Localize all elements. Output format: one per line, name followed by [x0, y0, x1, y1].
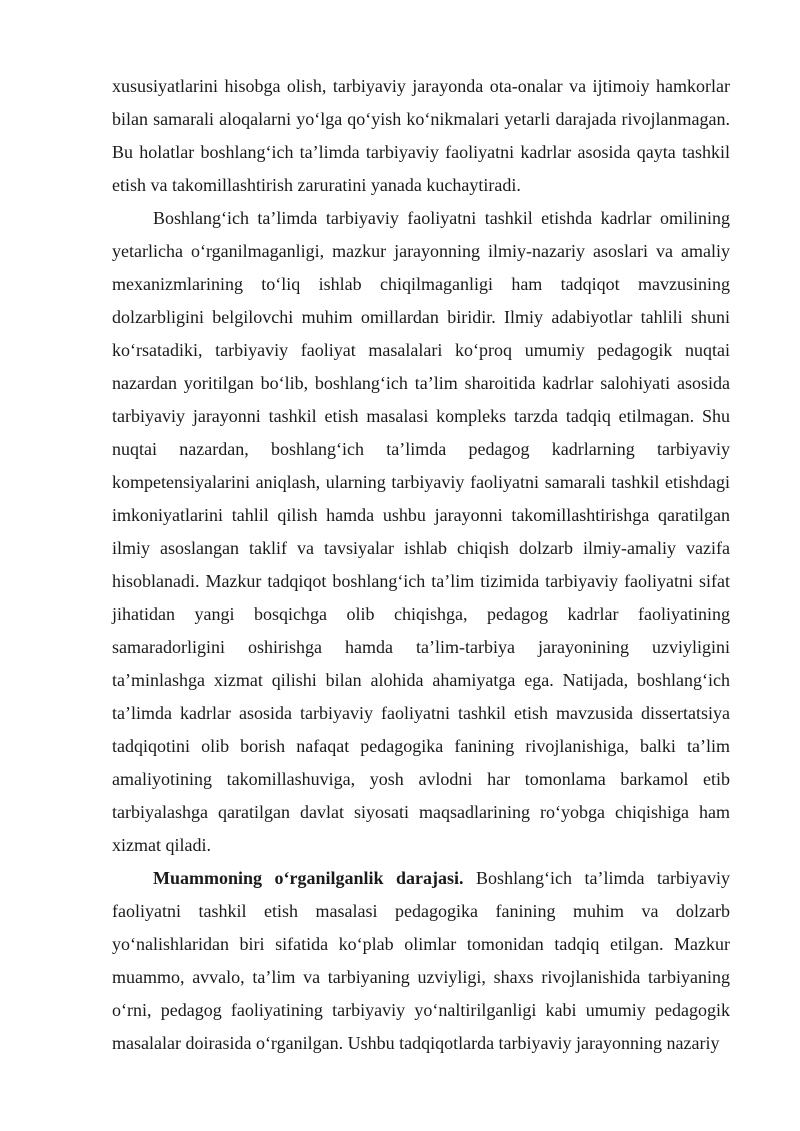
paragraph-2 [112, 202, 730, 862]
paragraph-3-text: Boshlang‘ich ta’limda tarbiyaviy faoliyatni tashkil etish masalasi pedagogika fanining muhim va dolzarb yo‘nalishlaridan biri sifatida ko‘plab olimlar tomonidan tadqiq etilgan. Mazkur muammo, avvalo, ta’lim va tarbiyaning uzviyligi, shaxs rivojlanishida tarbiyaning o‘rni, pedagog faoliyatining tarbiyaviy yo‘naltirilganligi kabi umumiy pedagogik masalalar doirasida o‘rganilgan. Ushbu tadqiqotlarda tarbiyaviy jarayonning nazariy [112, 868, 731, 1053]
paragraph-1 [112, 70, 730, 202]
section-heading: Muammoning o‘rganilganlik darajasi. [153, 868, 464, 888]
paragraph-2-text: Boshlang‘ich ta’limda tarbiyaviy faoliyatni tashkil etishda kadrlar omilining yetarlicha o‘rganilmaganligi, mazkur jarayonning ilmiy-nazariy asoslari va amaliy mexanizmlarining to‘liq ishlab chiqilmaganligi ham tadqiqot mavzusining dolzarbligini belgilovchi muhim omillardan biridir. Ilmiy adabiyotlar tahlili shuni ko‘rsatadiki, tarbiyaviy faoliyat masalalari ko‘proq umumiy pedagogik nuqtai nazardan yoritilgan bo‘lib, boshlang‘ich ta’lim sharoitida kadrlar salohiyati asosida tarbiyaviy jarayonni tashkil etish masalasi kompleks tarzda tadqiq etilmagan. Shu nuqtai nazardan, boshlang‘ich ta’limda pedagog kadrlarning tarbiyaviy kompetensiyalarini aniqlash, ularning tarbiyaviy faoliyatni samarali tashkil etishdagi imkoniyatlarini tahlil qilish hamda ushbu jarayonni takomillashtirishga qaratilgan ilmiy asoslangan taklif va tavsiyalar ishlab chiqish dolzarb ilmiy-amaliy vazifa hisoblanadi. Mazkur tadqiqot boshlang‘ich ta’lim tizimida tarbiyaviy faoliyatni sifat jihatidan yangi bosqichga olib chiqishga, pedagog kadrlar faoliyatining samaradorligini oshirishga hamda ta’lim-tarbiya jarayonining uzviyligini ta’minlashga xizmat qilishi bilan alohida ahamiyatga ega. Natijada, boshlang‘ich ta’limda kadrlar asosida tarbiyaviy faoliyatni tashkil etish mavzusida dissertatsiya tadqiqotini olib borish nafaqat pedagogika fanining rivojlanishiga, balki ta’lim amaliyotining takomillashuviga, yosh avlodni har tomonlama barkamol etib tarbiyalashga qaratilgan davlat siyosati maqsadlarining ro‘yobga chiqishiga ham xizmat qiladi. [112, 208, 730, 855]
document-page [112, 70, 730, 1060]
paragraph-3 [112, 862, 730, 1060]
paragraph-1-text: xususiyatlarini hisobga olish, tarbiyaviy jarayonda ota-onalar va ijtimoiy hamkorlar bilan samarali aloqalarni yo‘lga qo‘yish ko‘nikmalari yetarli darajada rivojlanmagan. Bu holatlar boshlang‘ich ta’limda tarbiyaviy faoliyatni kadrlar asosida qayta tashkil etish va takomillashtirish zaruratini yanada kuchaytiradi. [112, 76, 730, 195]
